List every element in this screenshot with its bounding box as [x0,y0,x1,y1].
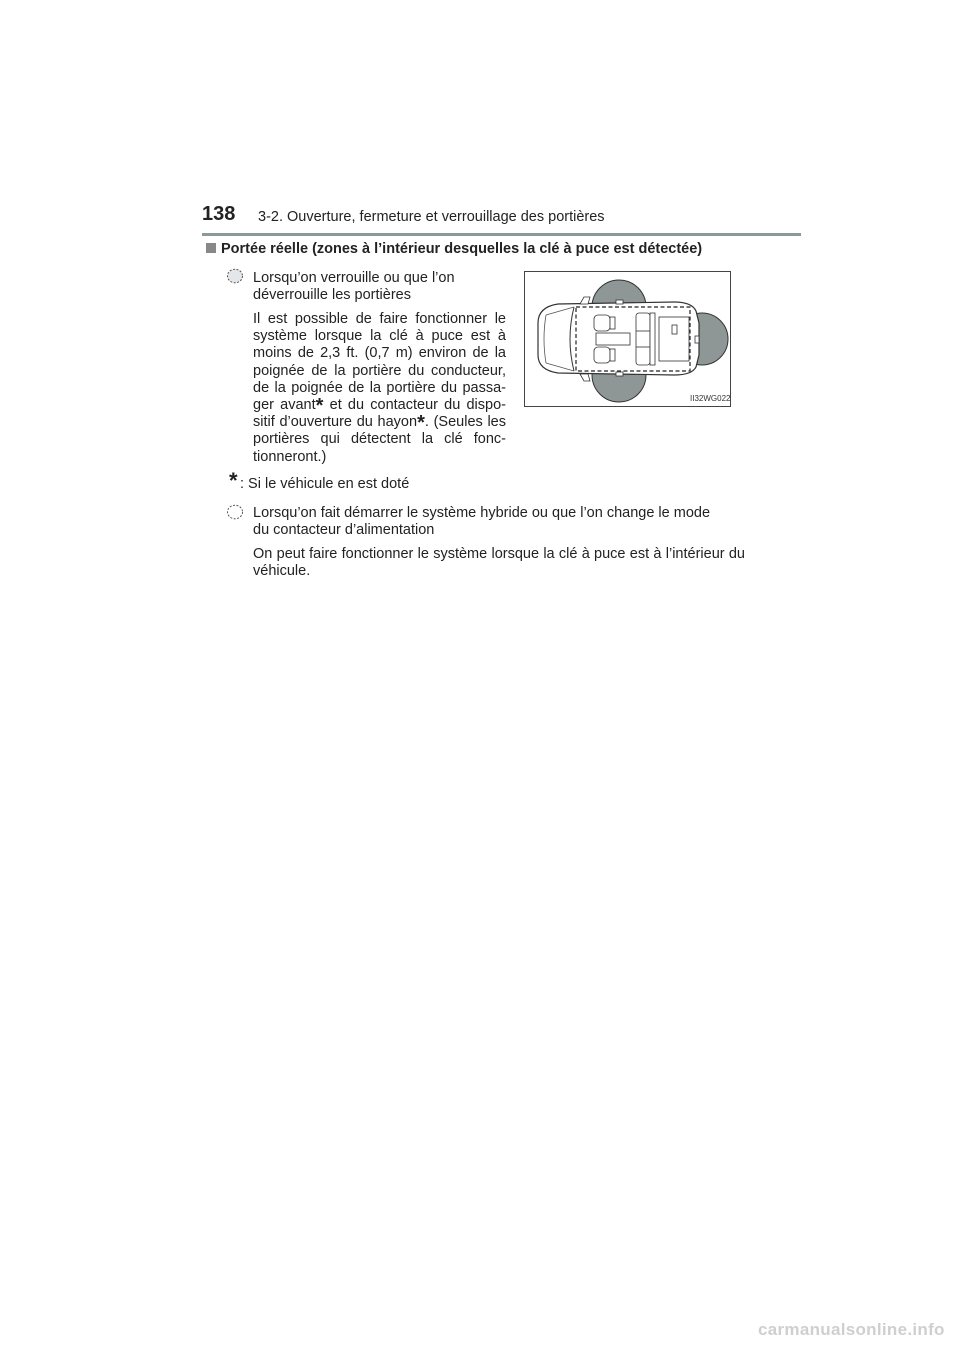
dashed-oval-icon [226,504,244,520]
square-bullet-icon [206,243,216,253]
item1-body-part1: Il est possible de faire fonctionner le système lorsque la clé à puce est à moins de 2,3 ft. (0,7 m) environ de la poignée de la portière du conducteur, de la poignée de la portière du passa-ger avant [253,311,506,414]
page-number: 138 [202,203,236,225]
item2-title-line2: du contacteur d’alimentation [253,522,435,538]
footnote-star: * [229,468,238,493]
item2-title-line1: Lorsqu’on fait démarrer le système hybride ou que l’on change le mode [253,505,711,521]
figure-code: II32WG022 [690,394,731,403]
header-rule [202,233,801,236]
item1-star-1: * [315,395,324,418]
item1-star-2: * [417,412,425,435]
item1-body-part2: et du contacteur du dispo-sitif d’ouverture du hayon [253,397,506,431]
item2-body: On peut faire fonctionner le système lorsque la clé à puce est à l’intérieur du véhicule. [253,546,745,580]
item1-body [253,311,506,466]
watermark: carmanualsonline.info [758,1320,945,1339]
section-heading-text: Portée réelle (zones à l’intérieur desquelles la clé à puce est détectée) [221,241,703,257]
item1-title-line2: déverrouille les portières [253,287,411,303]
vehicle-detection-range-figure [524,271,731,407]
section-heading [206,241,702,257]
item1-body-part3: . (Seules les portières qui détectent la clé fonc-tionneront.) [253,414,507,465]
dashed-oval-icon [226,268,244,284]
footnote-text: : Si le véhicule en est doté [240,476,410,492]
item1-title-line1: Lorsqu’on verrouille ou que l’on [253,270,455,286]
header-title: 3-2. Ouverture, fermeture et verrouillage des portières [258,209,605,225]
